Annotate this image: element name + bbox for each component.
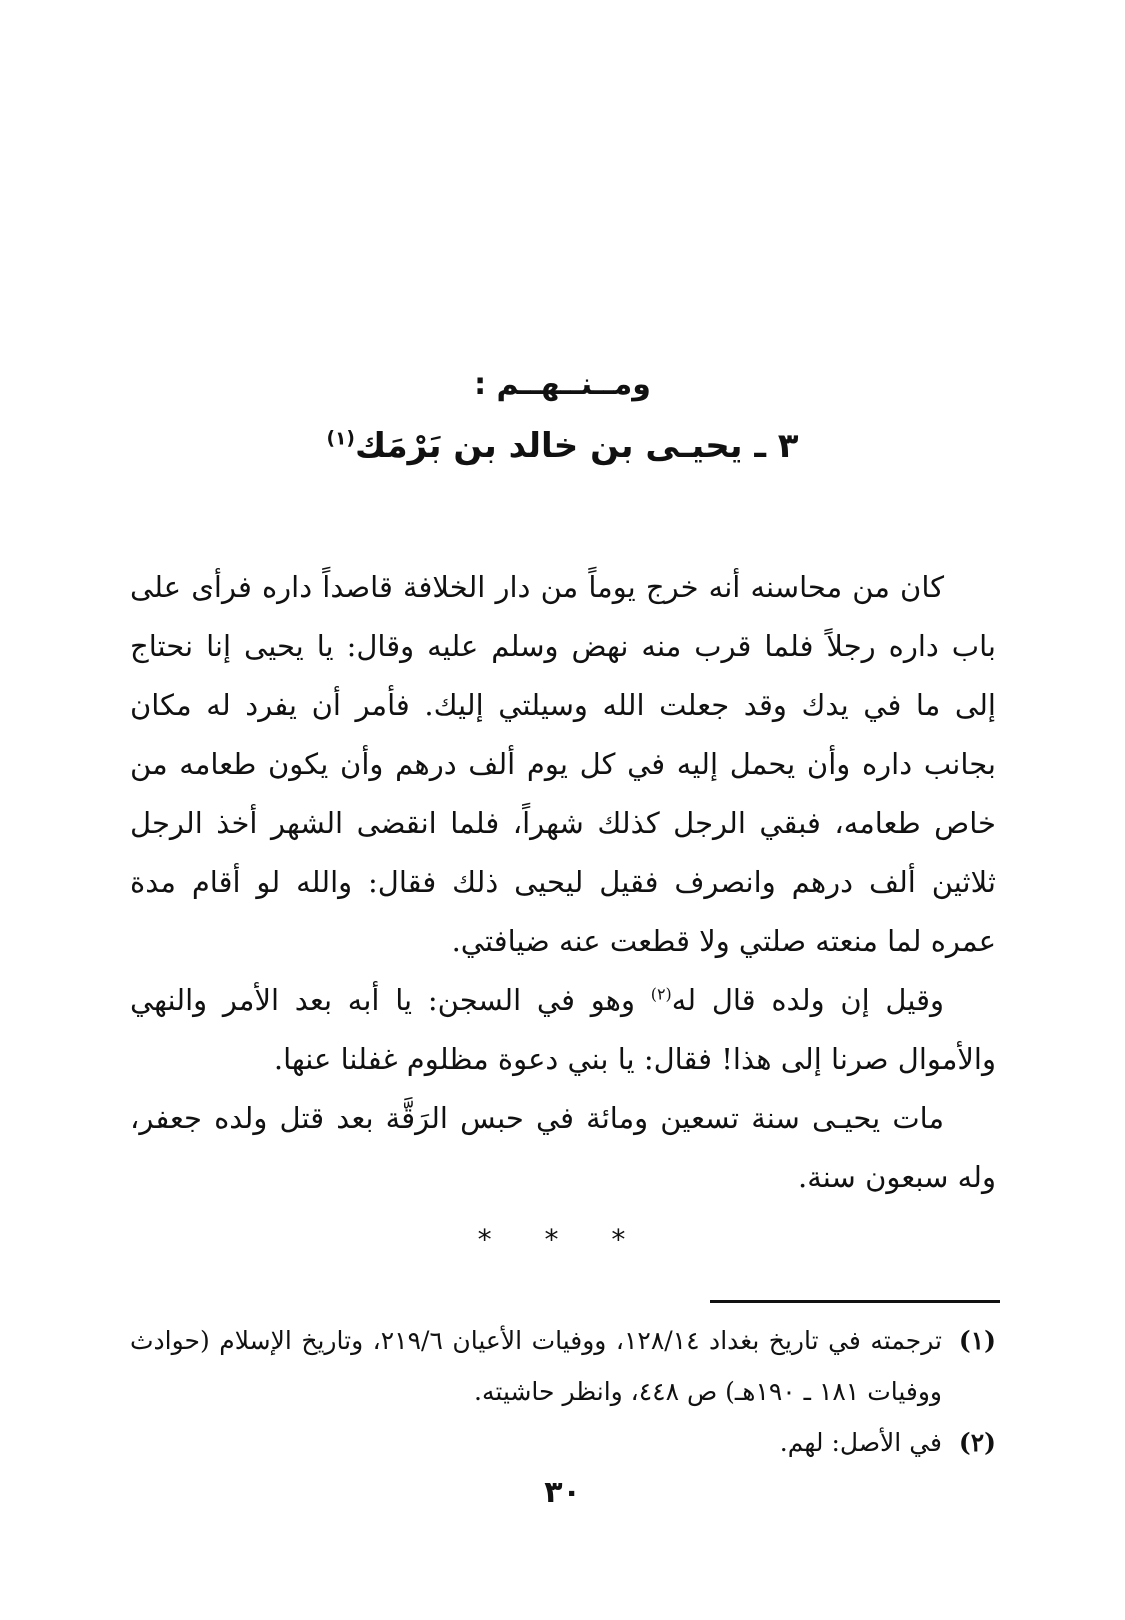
footnote-1-number: (١)	[958, 1326, 996, 1355]
entry-number: ٣ ـ	[754, 426, 799, 466]
footnote-divider	[710, 1300, 1000, 1303]
footnote-1	[130, 1315, 996, 1417]
entry-name: يحيـى بن خالد بن بَرْمَك	[354, 426, 743, 466]
footnotes	[130, 1315, 996, 1468]
footnote-2	[130, 1417, 996, 1468]
paragraph-3: مات يحيـى سنة تسعين ومائة في حبس الرَقَّة بعد قتل ولده جعفر، وله سبعون سنة.	[130, 1101, 996, 1194]
footnote-2-number: (٢)	[958, 1428, 996, 1457]
entry-heading	[0, 418, 1125, 474]
section-label: ومــنــهــم :	[474, 367, 651, 402]
footnote-1-text: ترجمته في تاريخ بغداد ١٢٨/١٤، ووفيات الأعيان ٢١٩/٦، وتاريخ الإسلام (حوادث ووفيات ١٨١ ـ ١٩٠هـ) ص ٤٤٨، وانظر حاشيته.	[130, 1326, 942, 1406]
section-separator: * * *	[477, 1223, 648, 1256]
paragraph-2-before: وقيل إن ولده قال له	[671, 983, 945, 1017]
paragraph-2-after: وهو في السجن: يا أبه بعد الأمر والنهي والأموال صرنا إلى هذا! فقال: يا بني دعوة مظلوم غفلنا عنها.	[130, 983, 996, 1076]
paragraph-2	[130, 971, 996, 1089]
footnote-ref-2[interactable]: (٢)	[650, 984, 672, 1004]
body-text	[130, 558, 996, 1207]
footnote-2-text: في الأصل: لهم.	[779, 1428, 942, 1457]
page-number: ٣٠	[544, 1475, 581, 1510]
paragraph-1: كان من محاسنه أنه خرج يوماً من دار الخلافة قاصداً داره فرأى على باب داره رجلاً فلما قرب منه نهض وسلم عليه وقال: يا يحيى إنا نحتاج إلى ما في يدك وقد جعلت الله وسيلتي إليك. فأمر أن يفرد له مكان بجانب داره وأن يحمل إليه في كل يوم ألف درهم وأن يكون طعامه من خاص طعامه، فبقي الرجل كذلك شهراً، فلما انقضى الشهر أخذ الرجل ثلاثين ألف درهم وانصرف فقيل ليحيى ذلك فقال: والله لو أقام مدة عمره لما منعته صلتي ولا قطعت عنه ضيافتي.	[130, 570, 996, 958]
footnote-ref-1[interactable]: (١)	[326, 428, 355, 450]
